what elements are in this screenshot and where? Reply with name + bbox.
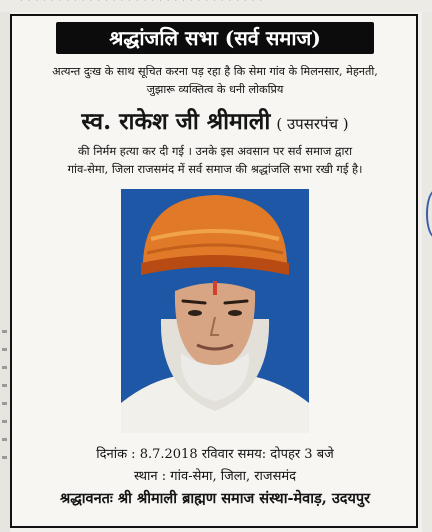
left-page-margin: [0, 12, 10, 532]
description-line-2: गांव-सेमा, जिला राजसमंद में सर्व समाज की श्रद्धांजलि सभा रखी गई है।: [67, 162, 363, 176]
deceased-name: स्व. राकेश जी श्रीमाली: [81, 108, 271, 135]
right-page-margin: [422, 12, 432, 532]
margin-fragment: [2, 456, 7, 459]
notice-title: श्रद्धांजलि सभा (सर्व समाज): [56, 22, 374, 54]
deceased-name-row: [16, 104, 414, 136]
margin-fragment: [2, 402, 7, 405]
description-line-1: की निर्मम हत्या कर दी गई । उनके इस अवसान पर सर्व समाज द्वारा: [77, 144, 353, 158]
event-place: स्थान : गांव-सेमा, जिला, राजसमंद: [133, 469, 297, 484]
portrait-photo: [121, 189, 309, 433]
margin-fragment: [2, 348, 7, 351]
intro-line-2: जुझारू व्यक्तित्व के धनी लोकप्रिय: [146, 83, 284, 96]
previous-article-strip: [0, 0, 432, 12]
condolence-notice: [10, 14, 418, 528]
deceased-post: ( उपसरपंच ): [276, 115, 349, 133]
margin-fragment: [2, 330, 7, 333]
margin-fragment: [2, 366, 7, 369]
intro-line-1: अत्यन्त दुःख के साथ सूचित करना पड़ रहा है कि सेमा गांव के मिलनसार, मेहनती,: [52, 65, 378, 78]
notice-footer: श्रद्धावनतः श्री श्रीमाली ब्राह्मण समाज संस्था-मेवाड़, उदयपुर: [59, 490, 371, 507]
event-date-time: दिनांक : 8.7.2018 रविवार समय: दोपहर 3 बजे: [96, 447, 334, 462]
margin-fragment: [2, 384, 7, 387]
cut-text-fragment: · · · · · · · · · · · · · · · · · · · · · · · · · · · · · · · ·: [20, 0, 264, 6]
margin-fragment: [2, 438, 7, 441]
margin-fragment: [2, 420, 7, 423]
